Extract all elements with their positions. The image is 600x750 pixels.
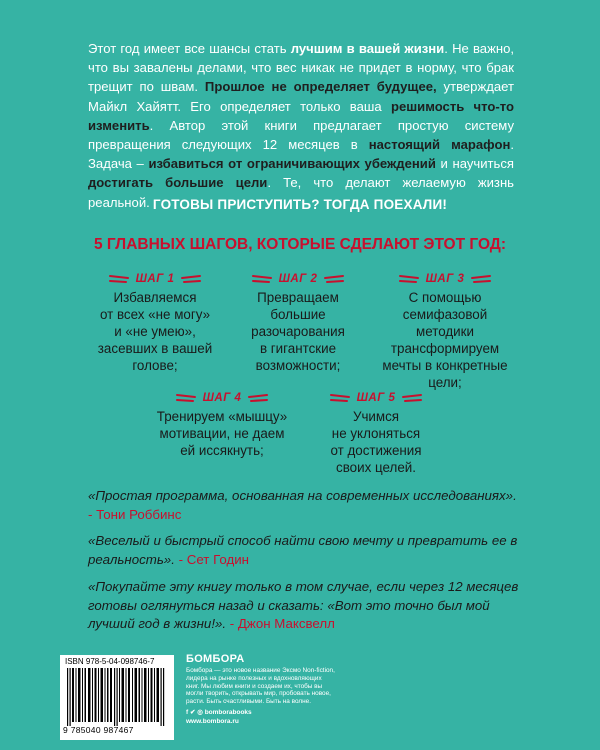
- brush-marks-icon: [180, 273, 202, 285]
- brush-marks-icon: [329, 392, 351, 404]
- social-icons: f ✔ ◎: [186, 709, 205, 716]
- step-badge-label: ШАГ 4: [202, 391, 242, 404]
- brush-marks-icon: [470, 273, 492, 285]
- brush-marks-icon: [398, 273, 420, 285]
- brush-marks-icon: [175, 392, 197, 404]
- step-badge-label: ШАГ 3: [425, 272, 465, 285]
- intro-text: утверждает Майкл Хайятт. Его определяет только ваша: [88, 79, 514, 114]
- step-5: [308, 390, 444, 476]
- step-badge: [232, 271, 364, 287]
- step-text: Избавляемся от всех «не могу» и «не умею», засевших в вашей голове;: [97, 290, 213, 373]
- intro-highlight: Прошлое не определяет будущее,: [204, 79, 437, 95]
- intro-paragraph: [88, 39, 514, 212]
- social-links[interactable]: [186, 708, 252, 716]
- quote-author: - Тони Роббинс: [88, 506, 182, 522]
- step-badge: [146, 390, 298, 406]
- step-text: С помощью семифазовой методики трансформируем мечты в конкретные цели;: [382, 290, 508, 390]
- brush-marks-icon: [323, 273, 345, 285]
- intro-highlight: решимость что-то изменить: [88, 98, 514, 133]
- step-text: Учимся не уклоняться от достижения своих целей.: [330, 409, 422, 475]
- intro-text: . Задача –: [88, 137, 514, 172]
- quote-1: [88, 487, 520, 524]
- quote-text: «Простая программа, основанная на современных исследованиях».: [88, 488, 517, 503]
- quote-text: «Веселый и быстрый способ найти свою мечту и превратить ее в реальность».: [88, 533, 518, 567]
- brush-marks-icon: [401, 392, 423, 404]
- intro-highlight: избавиться от ограничивающих убеждений: [148, 156, 436, 172]
- step-badge: [308, 390, 444, 406]
- intro-highlight: настоящий марафон: [368, 137, 511, 153]
- isbn-number: ISBN 978-5-04-098746-7: [65, 657, 155, 666]
- step-text: Превращаем большие разочарования в гигантские возможности;: [251, 290, 345, 373]
- step-badge-label: ШАГ 2: [278, 272, 318, 285]
- intro-text: . Автор этой книги предлагает простую систему превращения следующих 12 месяцев в: [88, 117, 514, 153]
- steps-heading: 5 ГЛАВНЫХ ШАГОВ, КОТОРЫЕ СДЕЛАЮТ ЭТОТ ГОД:: [93, 236, 507, 253]
- barcode-icon: [65, 668, 169, 726]
- step-badge-label: ШАГ 1: [135, 272, 175, 285]
- barcode-number: 9 785040 987467: [63, 725, 134, 735]
- intro-highlight: достигать большие цели: [88, 175, 268, 191]
- brush-marks-icon: [247, 392, 269, 404]
- brush-marks-icon: [108, 273, 130, 285]
- quote-author: - Джон Максвелл: [226, 616, 335, 631]
- publisher-logo: БОМБОРА: [186, 653, 245, 665]
- social-handle[interactable]: bomborabooks: [204, 709, 252, 716]
- publisher-description: Бомбора — это новое название Эксмо Non-fiction, лидера на рынке полезных и вдохновляющих книг. Мы любим книги и создаем их, чтобы вы могли творить, открывать мир, пробовать новое, расти. Быть счастливыми. Быть на волне.: [186, 667, 335, 706]
- isbn-barcode: [60, 655, 174, 740]
- step-badge: [88, 271, 222, 287]
- step-4: [146, 390, 298, 459]
- brush-marks-icon: [251, 273, 273, 285]
- step-3: [370, 271, 520, 391]
- quote-3: [88, 578, 520, 634]
- intro-text: Этот год имеет все шансы стать: [88, 41, 291, 56]
- intro-highlight: лучшим в вашей жизни: [290, 41, 445, 56]
- call-to-action: ГОТОВЫ ПРИСТУПИТЬ? ТОГДА ПОЕХАЛИ!: [152, 197, 448, 212]
- quote-author: - Сет Годин: [174, 551, 250, 567]
- publisher-website[interactable]: www.bombora.ru: [186, 718, 239, 725]
- intro-text: и научиться: [435, 156, 514, 172]
- quote-text: «Покупайте эту книгу только в том случае, если через 12 месяцев готовы оглянуться назад и сказать: «Вот это точно был мой лучший год в жизни!».: [88, 579, 519, 631]
- intro-text: . Те, что делают желаемую жизнь реальной.: [88, 175, 514, 210]
- step-2: [232, 271, 364, 374]
- step-text: Тренируем «мышцу» мотивации, не даем ей иссякнуть;: [156, 409, 288, 458]
- intro-text: . Не важно, что вы завалены делами, что вес никак не придет в норму, что брак трещит по швам.: [88, 41, 514, 95]
- quote-2: [88, 532, 520, 569]
- step-badge-label: ШАГ 5: [356, 391, 396, 404]
- step-1: [88, 271, 222, 374]
- step-badge: [370, 271, 520, 287]
